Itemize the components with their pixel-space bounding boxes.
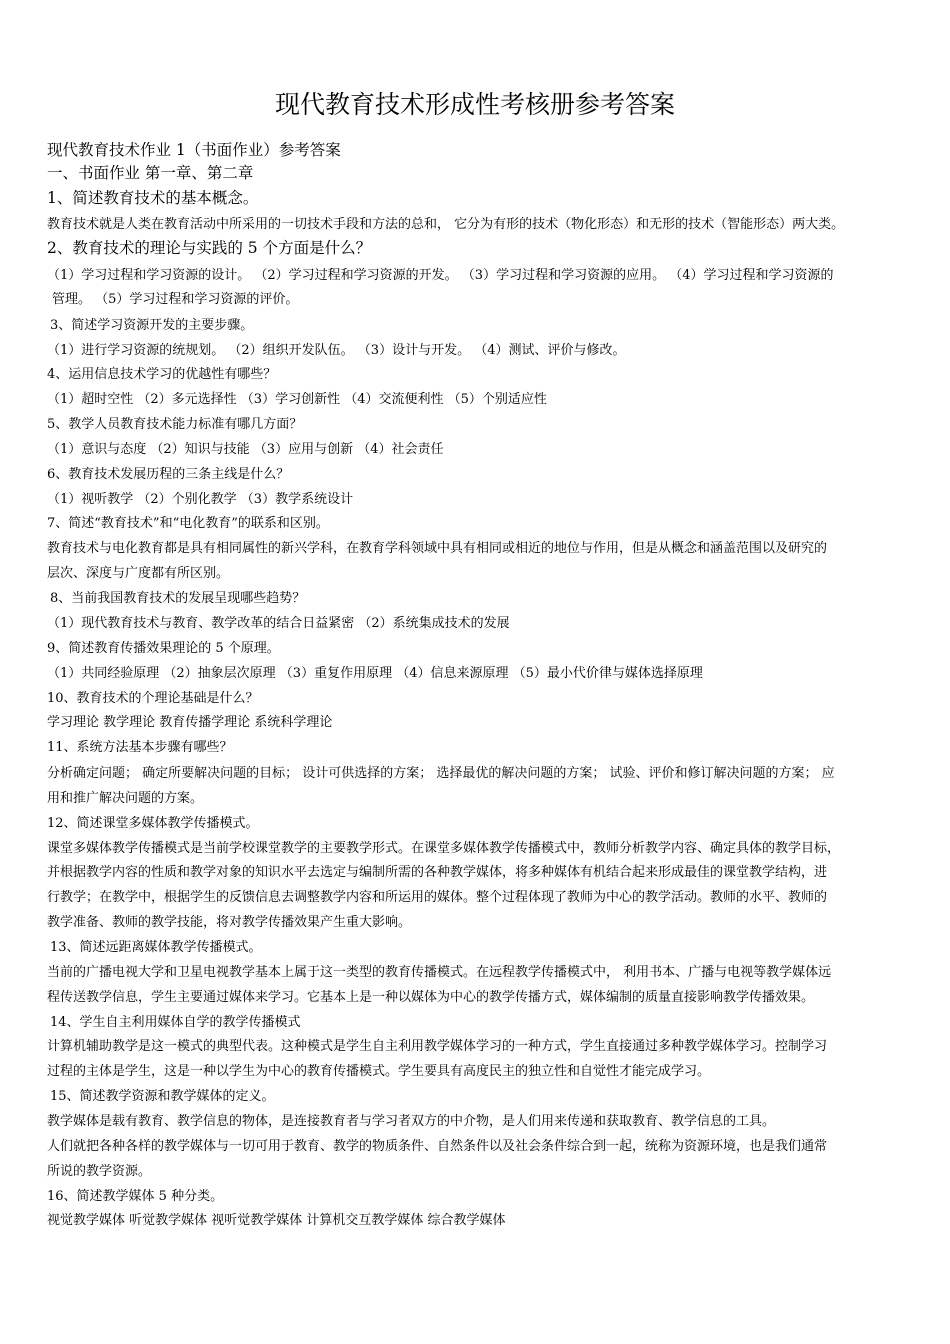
answer-2-line-2: 管理。 （5）学习过程和学习资源的评价。: [52, 292, 299, 307]
question-2: 2、教育技术的理论与实践的 5 个方面是什么？: [47, 239, 372, 257]
question-4: 4、运用信息技术学习的优越性有哪些？: [47, 367, 277, 382]
question-15: 15、简述教学资源和教学媒体的定义。: [50, 1089, 275, 1104]
question-13: 13、简述远距离媒体教学传播模式。: [50, 940, 262, 955]
answer-16: 视觉教学媒体 听觉教学媒体 视听觉教学媒体 计算机交互教学媒体 综合教学媒体: [47, 1213, 506, 1228]
answer-9: （1）共同经验原理 （2）抽象层次原理 （3）重复作用原理 （4）信息来源原理 （5）最小代价律与媒体选择原理: [47, 666, 703, 681]
answer-12-line-3: 行教学；在教学中，根据学生的反馈信息去调整教学内容和所运用的媒体。整个过程体现了教师为中心的教学活动。教师的水平、教师的: [47, 890, 828, 905]
answer-14-line-1: 计算机辅助教学是这一模式的典型代表。这种模式是学生自主利用教学媒体学习的一种方式，学生直接通过多种教学媒体学习。控制学习: [47, 1039, 828, 1054]
answer-10: 学习理论 教学理论 教育传播学理论 系统科学理论: [47, 715, 333, 730]
question-6: 6、教育技术发展历程的三条主线是什么？: [47, 467, 290, 482]
answer-13-line-1: 当前的广播电视大学和卫星电视教学基本上属于这一类型的教育传播模式。在远程教学传播模式中， 利用书本、广播与电视等教学媒体远: [47, 965, 832, 980]
assignment-header: 现代教育技术作业 1（书面作业）参考答案: [47, 141, 341, 159]
question-3: 3、简述学习资源开发的主要步骤。: [50, 318, 254, 333]
question-7: 7、简述“教育技术”和“电化教育”的联系和区别。: [47, 516, 329, 531]
answer-3: （1）进行学习资源的统规划。 （2）组织开发队伍。 （3）设计与开发。 （4）测试、评价与修改。: [47, 343, 626, 358]
answer-15-line-3: 所说的教学资源。: [47, 1164, 152, 1179]
question-5: 5、教学人员教育技术能力标准有哪几方面？: [47, 417, 303, 432]
answer-7-line-2: 层次、深度与广度都有所区别。: [47, 566, 230, 581]
answer-1: 教育技术就是人类在教育活动中所采用的一切技术手段和方法的总和， 它分为有形的技术（物化形态）和无形的技术（智能形态）两大类。: [47, 217, 845, 232]
question-12: 12、简述课堂多媒体教学传播模式。: [47, 816, 259, 831]
answer-6: （1）视听教学 （2）个别化教学 （3）教学系统设计: [47, 492, 354, 507]
answer-2-line-1: （1）学习过程和学习资源的设计。 （2）学习过程和学习资源的开发。 （3）学习过程和学习资源的应用。 （4）学习过程和学习资源的: [47, 268, 834, 283]
question-11: 11、系统方法基本步骤有哪些？: [47, 740, 233, 755]
question-9: 9、简述教育传播效果理论的 5 个原理。: [47, 641, 280, 656]
answer-5: （1）意识与态度 （2）知识与技能 （3）应用与创新 （4）社会责任: [47, 442, 444, 457]
answer-15-line-2: 人们就把各种各样的教学媒体与一切可用于教育、教学的物质条件、自然条件以及社会条件综合到一起，统称为资源环境，也是我们通常: [47, 1139, 828, 1154]
question-10: 10、教育技术的个理论基础是什么？: [47, 691, 259, 706]
question-16: 16、简述教学媒体 5 种分类。: [47, 1189, 224, 1204]
question-1: 1、简述教育技术的基本概念。: [47, 189, 259, 207]
answer-12-line-2: 并根据教学内容的性质和教学对象的知识水平去选定与编制所需的各种教学媒体，将多种媒体有机结合起来形成最佳的课堂教学结构，进: [47, 865, 828, 880]
answer-4: （1）超时空性 （2）多元选择性 （3）学习创新性 （4）交流便利性 （5）个别适应性: [47, 392, 547, 407]
answer-12-line-4: 教学准备、教师的教学技能，将对教学传播效果产生重大影响。: [47, 915, 412, 930]
section-header: 一、书面作业 第一章、第二章: [47, 164, 254, 182]
answer-8: （1）现代教育技术与教育、教学改革的结合日益紧密 （2）系统集成技术的发展: [47, 616, 510, 631]
answer-11-line-2: 用和推广解决问题的方案。: [47, 791, 204, 806]
answer-15-line-1: 教学媒体是载有教育、教学信息的物体，是连接教育者与学习者双方的中介物，是人们用来传递和获取教育、教学信息的工具。: [47, 1114, 776, 1129]
answer-12-line-1: 课堂多媒体教学传播模式是当前学校课堂教学的主要教学形式。在课堂多媒体教学传播模式中，教师分析教学内容、确定具体的教学目标，: [47, 841, 841, 856]
document-title: 现代教育技术形成性考核册参考答案: [274, 90, 675, 119]
question-8: 8、当前我国教育技术的发展呈现哪些趋势？: [50, 591, 306, 606]
answer-11-line-1: 分析确定问题； 确定所要解决问题的目标； 设计可供选择的方案； 选择最优的解决问题的方案； 试验、评价和修订解决问题的方案； 应: [47, 766, 835, 781]
answer-13-line-2: 程传送教学信息，学生主要通过媒体来学习。它基本上是一种以媒体为中心的教学传播方式，媒体编制的质量直接影响教学传播效果。: [47, 990, 815, 1005]
answer-7-line-1: 教育技术与电化教育都是具有相同属性的新兴学科，在教育学科领域中具有相同或相近的地位与作用，但是从概念和涵盖范围以及研究的: [47, 541, 828, 556]
question-14: 14、学生自主利用媒体自学的教学传播模式: [50, 1015, 301, 1030]
answer-14-line-2: 过程的主体是学生，这是一种以学生为中心的教育传播模式。学生要具有高度民主的独立性和自觉性才能完成学习。: [47, 1064, 711, 1079]
